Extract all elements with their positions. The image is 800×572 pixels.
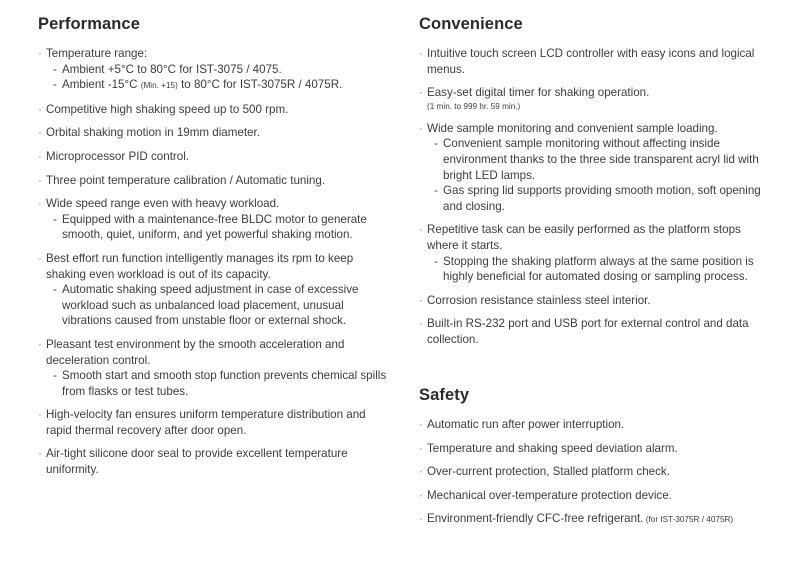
list-item: · Built-in RS-232 port and USB port for external control and data collection.	[419, 316, 769, 347]
list-item: · Air-tight silicone door seal to provide excellent temperature uniformity.	[38, 446, 388, 477]
performance-heading: Performance	[38, 15, 140, 33]
list-item: · Pleasant test environment by the smooth acceleration and deceleration control. - Smooth start and smooth stop function prevents chemical spills from flasks or test tubes.	[38, 337, 388, 399]
sub-item: - Equipped with a maintenance-free BLDC motor to generate smooth, quiet, uniform, and yet powerful shaking motion.	[46, 212, 388, 243]
list-item: · Temperature and shaking speed deviation alarm.	[419, 441, 733, 457]
list-item: · Wide speed range even with heavy workload. - Equipped with a maintenance-free BLDC motor to generate smooth, quiet, uniform, and yet powerful shaking motion.	[38, 196, 388, 243]
list-item: · Wide sample monitoring and convenient sample loading. - Convenient sample monitoring without affecting inside environment thanks to the three side transparent acryl lid with bright LED lamps. - Gas spring lid supports providing smooth motion, soft opening and closing.	[419, 121, 769, 215]
list-item: · Intuitive touch screen LCD controller with easy icons and logical menus.	[419, 46, 769, 77]
list-item: · Orbital shaking motion in 19mm diameter.	[38, 125, 388, 141]
sub-item: - Stopping the shaking platform always at the same position is highly beneficial for automated dosing or sampling process.	[427, 254, 769, 285]
list-item: · Environment-friendly CFC-free refrigerant. (for IST-3075R / 4075R)	[419, 511, 733, 528]
convenience-list	[419, 46, 769, 348]
list-item: · Temperature range: - Ambient +5°C to 80°C for IST-3075 / 4075. - Ambient -15°C (Min. +15) to 80°C for IST-3075R / 4075R.	[38, 46, 388, 94]
list-item: · Microprocessor PID control.	[38, 149, 388, 165]
list-item: · Three point temperature calibration / Automatic tuning.	[38, 173, 388, 189]
sub-item: - Smooth start and smooth stop function prevents chemical spills from flasks or test tubes.	[46, 368, 388, 399]
safety-heading: Safety	[419, 386, 470, 404]
list-item: · Easy-set digital timer for shaking operation. (1 min. to 999 hr. 59 min.)	[419, 85, 769, 113]
safety-list	[419, 417, 733, 528]
list-item: · Over-current protection, Stalled platform check.	[419, 464, 733, 480]
list-item: · Competitive high shaking speed up to 500 rpm.	[38, 102, 388, 118]
list-item: · High-velocity fan ensures uniform temperature distribution and rapid thermal recovery after door open.	[38, 407, 388, 438]
performance-list	[38, 46, 388, 478]
list-item: · Automatic run after power interruption.	[419, 417, 733, 433]
list-item: · Repetitive task can be easily performed as the platform stops where it starts. - Stopping the shaking platform always at the same position is highly beneficial for automated dosing or sampling process.	[419, 222, 769, 284]
list-item: · Best effort run function intelligently manages its rpm to keep shaking even workload is out of its capacity. - Automatic shaking speed adjustment in case of excessive workload such as unbalanced load placement, unusual vibrations caused from unstable floor or external shock.	[38, 251, 388, 329]
sub-item: - Ambient +5°C to 80°C for IST-3075 / 4075.	[46, 62, 388, 78]
sub-item: - Convenient sample monitoring without affecting inside environment thanks to the three side transparent acryl lid with bright LED lamps.	[427, 136, 769, 183]
sub-item: - Ambient -15°C (Min. +15) to 80°C for IST-3075R / 4075R.	[46, 77, 388, 94]
list-item: · Corrosion resistance stainless steel interior.	[419, 293, 769, 309]
sub-item: - Gas spring lid supports providing smooth motion, soft opening and closing.	[427, 183, 769, 214]
sub-item: - Automatic shaking speed adjustment in case of excessive workload such as unbalanced load placement, unusual vibrations caused from unstable floor or external shock.	[46, 282, 388, 329]
timer-range-note: (1 min. to 999 hr. 59 min.)	[427, 101, 521, 111]
list-item: · Mechanical over-temperature protection device.	[419, 488, 733, 504]
convenience-heading: Convenience	[419, 15, 523, 33]
